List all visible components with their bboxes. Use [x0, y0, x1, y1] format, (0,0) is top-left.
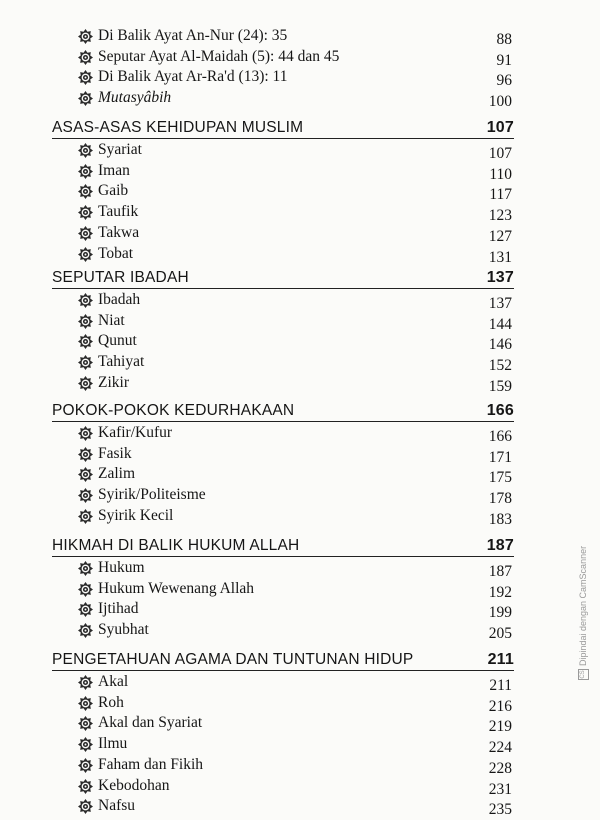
section-heading — [52, 650, 514, 671]
entry-page-number: 171 — [488, 448, 512, 466]
entry-title: Ilmu — [98, 735, 128, 753]
entry-page-number: 178 — [488, 490, 512, 508]
toc-entry — [0, 26, 600, 47]
entry-title: Akal — [98, 673, 129, 690]
flower-bullet-icon — [78, 623, 93, 638]
section-title: POKOK-POKOK KEDURHAKAAN — [52, 402, 295, 419]
flower-bullet-icon — [78, 247, 93, 262]
entry-page-number: 88 — [496, 31, 512, 48]
entry-title: Syirik Kecil — [98, 506, 174, 524]
entry-title: Zikir — [98, 373, 129, 391]
entry-title: Di Balik Ayat Ar-Ra'd (13): 11 — [98, 68, 288, 86]
flower-bullet-icon — [78, 467, 93, 482]
flower-bullet-icon — [78, 334, 93, 349]
toc-entry — [0, 311, 600, 332]
toc-entry — [0, 140, 600, 161]
toc-entry — [0, 734, 600, 755]
toc-entry — [0, 161, 600, 182]
flower-bullet-icon — [78, 355, 93, 370]
entry-page-number: 205 — [488, 625, 512, 643]
entry-page-number: 224 — [488, 739, 512, 757]
toc-entry — [0, 67, 600, 88]
flower-bullet-icon — [78, 70, 93, 85]
flower-bullet-icon — [78, 226, 93, 241]
entry-page-number: 123 — [488, 207, 512, 225]
toc-entry — [0, 620, 600, 641]
entry-title: Taufik — [98, 203, 139, 221]
toc-entry — [0, 47, 600, 68]
entry-title: Tahiyat — [98, 353, 145, 371]
entry-title: Ibadah — [98, 291, 141, 308]
flower-bullet-icon — [78, 602, 93, 617]
toc-entry — [0, 444, 600, 465]
entry-page-number: 231 — [488, 780, 512, 798]
flower-bullet-icon — [78, 50, 93, 65]
entry-page-number: 137 — [488, 295, 512, 312]
toc-section — [0, 118, 600, 266]
section-heading — [52, 401, 514, 422]
entry-page-number: 152 — [488, 357, 512, 375]
flower-bullet-icon — [78, 293, 93, 308]
section-page-number: 211 — [487, 651, 514, 668]
entry-title: Mutasyâbih — [98, 89, 172, 107]
entry-title: Roh — [98, 693, 124, 711]
flower-bullet-icon — [78, 696, 93, 711]
entry-title: Tobat — [98, 244, 134, 262]
entry-title: Niat — [98, 311, 125, 329]
entry-page-number: 211 — [489, 677, 512, 694]
toc-entry — [0, 713, 600, 734]
entry-page-number: 91 — [496, 51, 512, 69]
flower-bullet-icon — [78, 799, 93, 814]
flower-bullet-icon — [78, 716, 93, 731]
section-title: ASAS-ASAS KEHIDUPAN MUSLIM — [52, 119, 304, 136]
flower-bullet-icon — [78, 675, 93, 690]
toc-entry — [0, 776, 600, 797]
entry-title: Takwa — [98, 223, 140, 241]
toc-entry — [0, 558, 600, 579]
flower-bullet-icon — [78, 29, 93, 44]
section-page-number: 187 — [486, 537, 514, 554]
flower-bullet-icon — [78, 582, 93, 597]
entry-page-number: 107 — [488, 145, 512, 162]
entry-page-number: 127 — [488, 227, 512, 245]
toc-entry — [0, 181, 600, 202]
entry-page-number: 96 — [496, 72, 512, 90]
entry-title: Hukum — [98, 559, 145, 576]
camscanner-icon: CS — [578, 669, 589, 680]
toc-entry — [0, 352, 600, 373]
toc-entry — [0, 244, 600, 265]
entry-page-number: 192 — [488, 583, 512, 601]
entry-title: Kebodohan — [98, 776, 170, 794]
toc-entry — [0, 693, 600, 714]
flower-bullet-icon — [78, 205, 93, 220]
section-heading — [52, 118, 514, 139]
flower-bullet-icon — [78, 91, 93, 106]
flower-bullet-icon — [78, 376, 93, 391]
toc-entry — [0, 331, 600, 352]
entry-page-number: 187 — [488, 563, 512, 580]
entry-page-number: 166 — [488, 428, 512, 445]
section-title: PENGETAHUAN AGAMA DAN TUNTUNAN HIDUP — [52, 651, 414, 668]
entry-title: Syirik/Politeisme — [98, 486, 206, 504]
entry-title: Iman — [98, 161, 130, 179]
section-page-number: 166 — [486, 402, 514, 419]
entry-page-number: 117 — [489, 186, 512, 204]
toc-entry — [0, 464, 600, 485]
entry-title: Fasik — [98, 444, 132, 462]
toc-entry — [0, 88, 600, 109]
flower-bullet-icon — [78, 758, 93, 773]
toc-entry — [0, 599, 600, 620]
entry-page-number: 131 — [488, 248, 512, 266]
entry-title: Syubhat — [98, 621, 149, 639]
entry-page-number: 146 — [488, 336, 512, 354]
flower-bullet-icon — [78, 184, 93, 199]
entry-page-number: 199 — [488, 604, 512, 622]
entry-page-number: 216 — [488, 697, 512, 715]
toc-entry — [0, 506, 600, 527]
toc-entry — [0, 579, 600, 600]
entry-title: Akal dan Syariat — [98, 714, 203, 732]
toc-entry — [0, 672, 600, 693]
entry-page-number: 144 — [488, 315, 512, 333]
toc-section — [0, 401, 600, 528]
toc-entry — [0, 290, 600, 311]
entry-page-number: 175 — [488, 469, 512, 487]
entry-title: Kafir/Kufur — [98, 424, 173, 441]
entry-page-number: 228 — [488, 759, 512, 777]
flower-bullet-icon — [78, 509, 93, 524]
entry-title: Zalim — [98, 465, 136, 483]
entry-title: Syariat — [98, 141, 142, 158]
toc-section — [0, 268, 600, 395]
entry-title: Faham dan Fikih — [98, 755, 204, 773]
section-title: SEPUTAR IBADAH — [52, 269, 189, 286]
flower-bullet-icon — [78, 779, 93, 794]
flower-bullet-icon — [78, 488, 93, 503]
entry-page-number: 219 — [488, 718, 512, 736]
entry-page-number: 100 — [488, 93, 512, 111]
section-title: HIKMAH DI BALIK HUKUM ALLAH — [52, 537, 300, 554]
toc-entry — [0, 373, 600, 394]
entry-title: Seputar Ayat Al-Maidah (5): 44 dan 45 — [98, 47, 340, 65]
flower-bullet-icon — [78, 164, 93, 179]
toc-entry — [0, 202, 600, 223]
toc-entry — [0, 223, 600, 244]
entry-page-number: 183 — [488, 510, 512, 528]
watermark-text: Dipindai dengan CamScanner — [578, 545, 588, 666]
flower-bullet-icon — [78, 447, 93, 462]
entry-page-number: 159 — [488, 377, 512, 395]
toc-entry — [0, 423, 600, 444]
entry-title: Hukum Wewenang Allah — [98, 579, 255, 597]
section-heading — [52, 268, 514, 289]
entry-title: Nafsu — [98, 797, 136, 815]
section-page-number: 137 — [486, 269, 514, 286]
scanner-watermark — [578, 546, 589, 680]
flower-bullet-icon — [78, 737, 93, 752]
section-heading — [52, 536, 514, 557]
entry-title: Di Balik Ayat An-Nur (24): 35 — [98, 27, 288, 44]
toc-entry — [0, 755, 600, 776]
entry-page-number: 110 — [489, 165, 512, 183]
entry-title: Qunut — [98, 332, 137, 350]
toc-entry — [0, 485, 600, 506]
flower-bullet-icon — [78, 426, 93, 441]
flower-bullet-icon — [78, 143, 93, 158]
flower-bullet-icon — [78, 561, 93, 576]
toc-entry — [0, 796, 600, 817]
section-page-number: 107 — [486, 119, 514, 136]
entry-title: Gaib — [98, 182, 129, 200]
entry-page-number: 235 — [488, 801, 512, 819]
flower-bullet-icon — [78, 314, 93, 329]
entry-title: Ijtihad — [98, 600, 139, 618]
